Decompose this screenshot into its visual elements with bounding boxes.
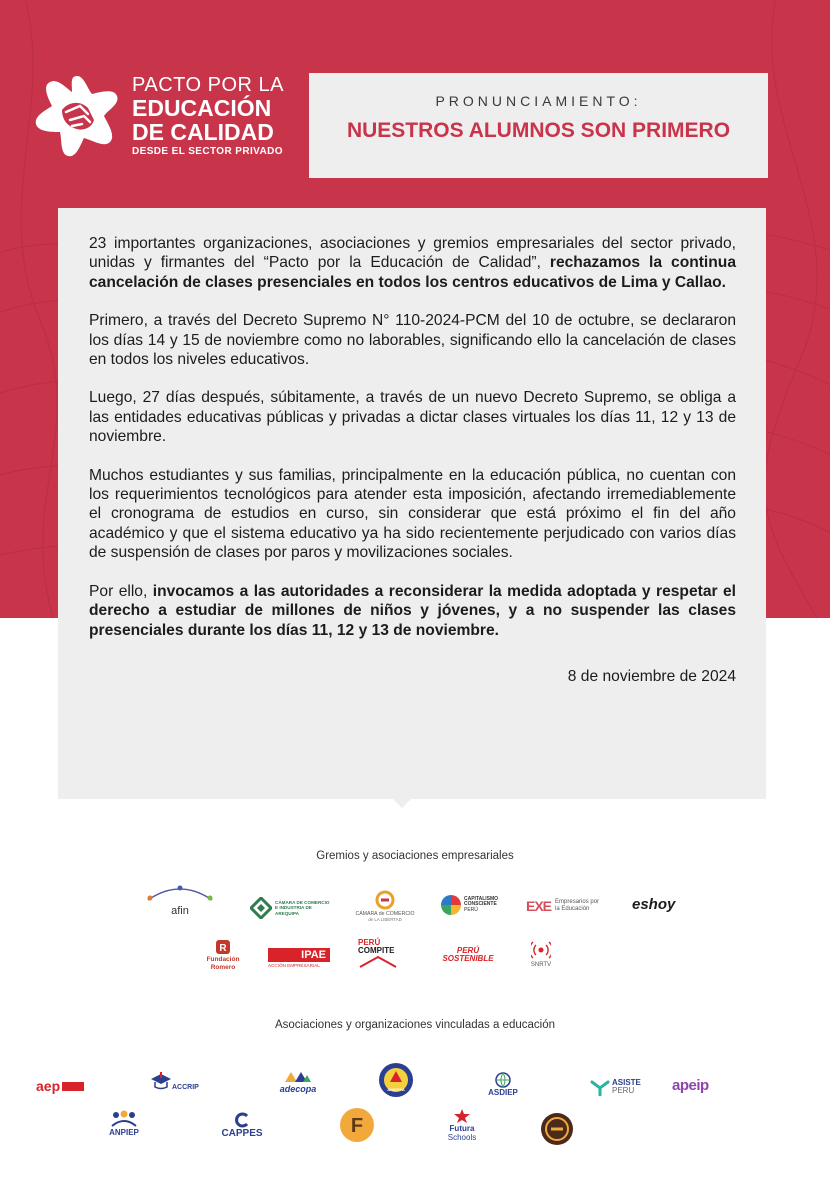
statement-panel bbox=[58, 208, 766, 799]
asiste-line1: ASISTE bbox=[612, 1078, 641, 1087]
capitalismo-line3: PERÚ bbox=[464, 906, 478, 913]
fundacion-line1: Fundación bbox=[206, 956, 240, 963]
panel-notch bbox=[392, 798, 412, 808]
logo-ipae bbox=[268, 948, 330, 970]
asiste-line2: PERU bbox=[612, 1086, 635, 1095]
futura-line1: Futura bbox=[449, 1124, 475, 1133]
logo-futura-schools bbox=[442, 1108, 482, 1152]
logo-accrip bbox=[150, 1072, 206, 1102]
exe-line2: la Educación bbox=[555, 906, 590, 912]
accrip-cap-icon bbox=[150, 1072, 172, 1090]
exe-line1: Empresarios por bbox=[555, 899, 600, 905]
logo-round-seal bbox=[540, 1112, 574, 1146]
adecopa-triangles-icon bbox=[283, 1070, 313, 1084]
paragraph-1 bbox=[89, 234, 736, 292]
paragraph-1-text: 23 importantes organizaciones, asociaciones y gremios empresariales del sector privado, unidas y firmantes del “Pacto por la Educación de Calidad”, bbox=[89, 235, 736, 272]
capitalismo-line1: CAPITALISMO bbox=[464, 895, 499, 902]
exe-mark: EXE bbox=[526, 898, 552, 914]
round-seal-icon bbox=[540, 1112, 574, 1146]
camara-libertad-icon bbox=[375, 890, 395, 910]
capitalismo-consciente-icon bbox=[441, 895, 461, 915]
logo-anpiep bbox=[100, 1110, 148, 1152]
logo-snrtv bbox=[524, 940, 558, 976]
anpiep-label: ANPIEP bbox=[109, 1128, 139, 1137]
peru-compite-line2: COMPITE bbox=[358, 946, 395, 955]
fundacion-romero-icon bbox=[216, 940, 230, 954]
title-kicker: PRONUNCIAMIENTO: bbox=[435, 93, 642, 109]
paragraph-3: Luego, 27 días después, súbitamente, a través de un nuevo Decreto Supremo, se obliga a las entidades educativas públicas y privadas a dictar clases virtuales los días 11, 12 y 13 de noviembre. bbox=[89, 389, 736, 446]
peru-compite-line1: PERÚ bbox=[358, 938, 381, 947]
brand-lockup bbox=[32, 70, 284, 160]
cappes-label: CAPPES bbox=[221, 1128, 263, 1139]
asdiep-label: ASDIEP bbox=[488, 1088, 518, 1097]
logo-capitalismo-consciente bbox=[441, 894, 519, 916]
brand-line-3: DE CALIDAD bbox=[132, 119, 274, 145]
futura-line2: Schools bbox=[447, 1133, 477, 1142]
svg-text:R: R bbox=[219, 943, 227, 954]
gremios-section-title: Gremios y asociaciones empresariales bbox=[316, 850, 514, 862]
statement-date: 8 de noviembre de 2024 bbox=[567, 667, 736, 685]
peru-sostenible-line2: SOSTENIBLE bbox=[442, 954, 494, 963]
paragraph-5-text: Por ello, bbox=[89, 582, 153, 600]
logo-peru-compite bbox=[358, 939, 406, 977]
brand-tagline: DESDE EL SECTOR PRIVADO bbox=[132, 146, 283, 157]
logo-apeip bbox=[672, 1077, 728, 1095]
adecopa-label: adecopa bbox=[279, 1084, 317, 1094]
anieppa-label: ANIEPPA bbox=[387, 1087, 405, 1092]
capitalismo-line2: CONSCIENTE bbox=[464, 901, 497, 908]
logo-asdiep bbox=[482, 1072, 524, 1102]
hands-star-logo-icon bbox=[32, 70, 122, 160]
camara-libertad-sub: de LA LIBERTAD bbox=[368, 917, 402, 922]
asiste-peru-icon bbox=[590, 1078, 610, 1096]
logo-afin bbox=[140, 882, 220, 916]
brand-line-2: EDUCACIÓN bbox=[132, 95, 272, 121]
logo-adecopa bbox=[270, 1070, 326, 1100]
paragraph-5-bold: invocamos a las autoridades a reconsiderar la medida adoptada y respetar el derecho a estudiar de millones de niños y jóvenes, y a no suspender las clases presenciales durante los días 11, 12 y 13 de noviembre. bbox=[89, 582, 736, 639]
brand-line-1: PACTO POR LA bbox=[132, 74, 284, 96]
camara-arequipa-line2: E INDUSTRIA DE bbox=[275, 905, 312, 911]
federacion-f-icon bbox=[338, 1106, 376, 1144]
apeip-label: apeip bbox=[672, 1077, 709, 1094]
camara-arequipa-line3: AREQUIPA bbox=[275, 910, 299, 916]
logo-peru-sostenible bbox=[436, 947, 500, 967]
paragraph-1-bold: rechazamos la continua cancelación de clases presenciales en todos los centros educativos de Lima y Callao. bbox=[89, 254, 736, 291]
anieppa-seal-icon bbox=[378, 1062, 414, 1098]
futura-star-icon bbox=[453, 1108, 471, 1124]
accrip-label: ACCRIP bbox=[172, 1084, 199, 1091]
afin-label: afin bbox=[171, 905, 189, 917]
logo-camara-arequipa bbox=[250, 895, 340, 921]
logo-federacion-f bbox=[338, 1106, 376, 1146]
logo-empresarios-educacion bbox=[526, 896, 616, 916]
logo-aep bbox=[36, 1076, 84, 1096]
camara-libertad-label: CÁMARA de COMERCIO bbox=[355, 911, 415, 917]
peru-compite-swoosh-icon bbox=[358, 955, 398, 969]
asdiep-globe-icon bbox=[493, 1072, 513, 1088]
snrtv-label: SNRTV bbox=[530, 962, 552, 968]
anpiep-people-icon bbox=[110, 1110, 138, 1128]
afin-arc-icon bbox=[140, 882, 220, 902]
svg-text:F: F bbox=[350, 1115, 364, 1137]
logo-eshoy: eshoy bbox=[632, 896, 676, 913]
aep-label: aep bbox=[36, 1078, 61, 1094]
paragraph-2: Primero, a través del Decreto Supremo N° 110-2024-PCM del 10 de octubre, se declararon los días 14 y 15 de noviembre como no laborables, significando ello la cancelación de clases en todos los niveles educativos. bbox=[89, 312, 736, 369]
cappes-c-icon bbox=[234, 1112, 250, 1128]
camara-arequipa-icon bbox=[250, 897, 272, 919]
ipae-label: IPAE bbox=[268, 948, 330, 962]
page-title: NUESTROS ALUMNOS SON PRIMERO bbox=[346, 119, 731, 142]
ipae-sub: ACCIÓN EMPRESARIAL bbox=[268, 963, 320, 968]
title-box bbox=[309, 73, 768, 178]
logo-cappes bbox=[214, 1112, 270, 1144]
educacion-section-title: Asociaciones y organizaciones vinculadas a educación bbox=[274, 1019, 555, 1031]
paragraph-4: Muchos estudiantes y sus familias, principalmente en la educación pública, no cuentan con los requerimientos tecnológicos para atender esta imposición, afectando irremediablemente el cronograma de estudios en curso, sin considerar que está próximo el fin del año académico y que el sistema educativo ya ha sido recientemente perjudicado con varios días de suspensión de clases por paros y movilizaciones sociales. bbox=[89, 466, 736, 562]
logo-asiste-peru bbox=[590, 1076, 646, 1098]
peru-sostenible-line1: PERÚ bbox=[456, 946, 480, 955]
fundacion-line2: Romero bbox=[210, 963, 236, 971]
logo-fundacion-romero bbox=[203, 940, 243, 976]
snrtv-broadcast-icon bbox=[531, 940, 551, 960]
logo-camara-libertad bbox=[350, 890, 420, 924]
logo-anieppa bbox=[378, 1062, 414, 1098]
aep-bar bbox=[62, 1082, 84, 1091]
paragraph-5 bbox=[89, 582, 736, 640]
camara-arequipa-line1: CÁMARA DE COMERCIO bbox=[275, 899, 330, 905]
